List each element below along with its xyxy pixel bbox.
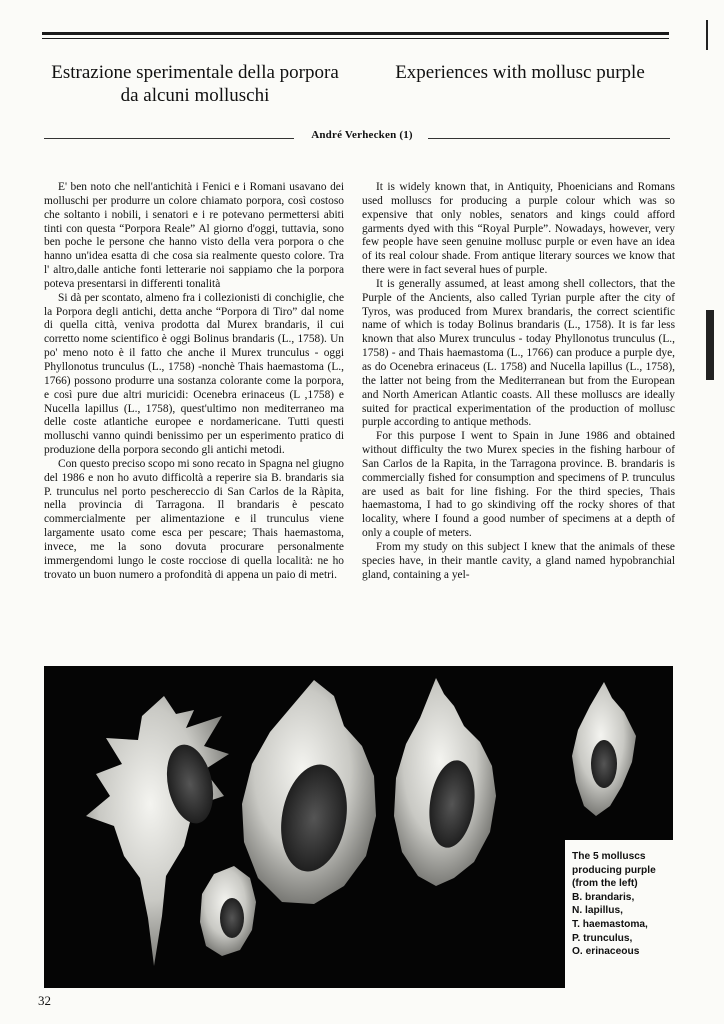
caption-box [565,840,673,988]
caption-line: P. trunculus, [572,932,633,944]
paragraph: It is widely known that, in Antiquity, Phoenicians and Romans used molluscs for producing a purple colour which was so expensive that only nobles, senators and kings could afford garments dyed with this “Royal Purple”. Nowadays, however, very few people have seen genuine mollusc purple or even have an idea of its real colour shade. From antique literary sources we know that there were in fact several hues of purple. [362,181,675,277]
author-name: André Verhecken (1) [305,129,419,141]
scan-edge-mark [706,20,708,50]
title-italian: Estrazione sperimentale della porpora da alcuni molluschi [51,62,339,106]
author-byline [0,129,724,141]
column-italian [44,181,344,582]
paragraph: E' ben noto che nell'antichità i Fenici e i Romani usavano dei molluschi per produrre un colore chiamato porpora, così costoso che soltanto i nobili, i senatori e i re potevano permettersi abiti tinti con questa “Porpora Reale” Al giorno d'oggi, tuttavia, sono ben poche le persone che hanno visto della vera porpora o che hanno un'idea esatta di che cosa sia realmente questo colore. Tra l' altro,dalle antiche fonti letterarie noi sappiamo che la porpora poteva presentarsi in differenti tonalità [44,181,344,290]
paragraph: It is generally assumed, at least among shell collectors, that the Purple of the Ancients, also called Tyrian purple after the city of Tyros, was produced from Murex brandaris, the correct scientific name of which is today Bolinus brandaris (L., 1758). It is far less known that also Murex trunculus - today Phyllonotus trunculus (L., 1758) - and Thais haemastoma (L., 1766) can produce a purple dye, as do Ocenebra erinaceus (L. 1758) and Nucella lapillus (L., 1758), the latter not being from the Mediterranean but from the European and North American Atlantic coasts. All these molluscs are ideally suited for practical experimentation of the production of mollusc purple according to antique methods. [362,277,675,429]
top-rule-thin [42,38,669,39]
page-number: 32 [38,993,51,1008]
title-english: Experiences with mollusc purple [395,62,645,83]
paragraph: Si dà per scontato, almeno fra i collezionisti di conchiglie, che la Porpora degli antichi, detta anche “Porpora di Tiro” dal nome di quella città, veniva prodotta dal Murex brandaris, il cui corretto nome scientifico è oggi Bolinus brandaris (L., 1758). Un po' meno noto è il fatto che anche il Murex trunculus - oggi Phyllonotus trunculus (L., 1758) -nonchè Thais haemastoma (L., 1766) possono produrre una sostanza colorante come la porpora, e così pure due altri muricidi: Ocenebra erinaceus (L ,1758) e Nucella lapillus (L., 1758), quest'ultimo non mediterraneo ma delle coste atlantiche europee e nordamericane. Tutti questi molluschi vanno quindi benissimo per un esperimento pratico di produzione della porpora secondo gli antichi metodi. [44,291,344,457]
column-english [362,181,675,582]
caption-line: T. haemastoma, [572,918,648,930]
scan-edge-mark [706,310,714,380]
shell-trunculus [242,680,376,904]
caption-line: O. erinaceous [572,946,640,958]
photo-caption [572,850,672,959]
top-rule-thick [42,32,669,35]
paragraph: For this purpose I went to Spain in June 1986 and obtained without difficulty the two Murex species in the fishing harbour of San Carlos de la Rapita, in the Tarragona province. B. brandaris is commercially fished for consumption and specimens of P. trunculus are used as bait for line fishing. For the third species, Thais haemastoma, I had to go skindiving off the rocky shores of that locality, where I found a good number of specimens at a depth of only a couple of meters. [362,430,675,540]
shells-photo [44,666,673,988]
caption-line: N. lapillus, [572,905,623,917]
shell-lapillus [200,866,256,956]
caption-line: producing purple [572,864,656,876]
caption-line: B. brandaris, [572,891,635,903]
shell-erinaceus [572,682,636,816]
caption-line: (from the left) [572,878,638,890]
paragraph: Con questo preciso scopo mi sono recato in Spagna nel giugno del 1986 e non ho avuto difficoltà a reperire sia B. brandaris sia P. trunculus nel porto peschereccio di San Carlos de la Ràpita, nella provincia di Tarragona. Il brandaris è pescato commercialmente per alimentazione e il trunculus viene largamente usato come esca per pescare; Thais haemastoma, invece, me la sono dovuta procurare personalmente immergendomi lungo le coste rocciose di quella località: ne ho trovato un buon numero a profondità di appena un paio di metri. [44,457,344,581]
caption-line: The 5 molluscs [572,851,646,862]
paragraph: From my study on this subject I knew that the animals of these species have, in their mantle cavity, a gland named hypobranchial gland, containing a yel- [362,540,675,581]
shell-haemastoma [394,678,496,886]
